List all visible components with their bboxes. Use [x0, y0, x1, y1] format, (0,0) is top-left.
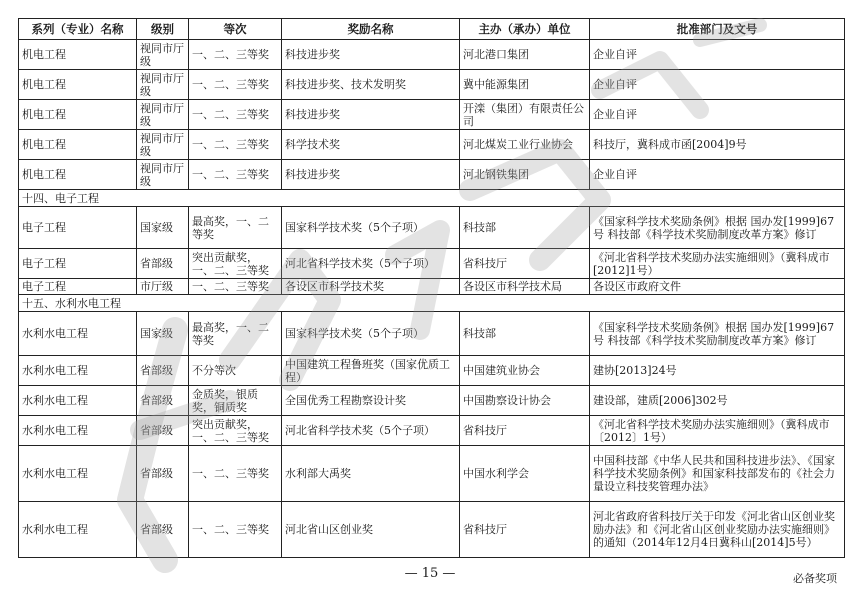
approval-cell: 《国家科学技术奖励条例》根据 国办发[1999]67号 科技部《科学技术奖励制度改革方案》修订: [590, 207, 845, 249]
approval-cell: 各设区市政府文件: [590, 279, 845, 295]
award-name-cell: 全国优秀工程勘察设计奖: [282, 386, 460, 416]
organizer-cell: 科技部: [460, 312, 590, 356]
series-cell: 机电工程: [19, 40, 137, 70]
series-cell: 水利水电工程: [19, 446, 137, 502]
award-name-cell: 水利部大禹奖: [282, 446, 460, 502]
grade-cell: 突出贡献奖，一、二、三等奖: [189, 249, 282, 279]
level-cell: 省部级: [137, 249, 189, 279]
table-row: [19, 249, 845, 279]
grade-cell: 金质奖，银质奖，铜质奖: [189, 386, 282, 416]
table-header-row: [19, 19, 845, 40]
series-cell: 电子工程: [19, 249, 137, 279]
table-row: [19, 100, 845, 130]
grade-cell: 一、二、三等奖: [189, 279, 282, 295]
grade-cell: 一、二、三等奖: [189, 502, 282, 558]
table-row: [19, 279, 845, 295]
level-cell: 省部级: [137, 356, 189, 386]
table-row: [19, 416, 845, 446]
grade-cell: 一、二、三等奖: [189, 70, 282, 100]
series-cell: 水利水电工程: [19, 502, 137, 558]
approval-cell: 建协[2013]24号: [590, 356, 845, 386]
organizer-cell: 河北煤炭工业行业协会: [460, 130, 590, 160]
organizer-cell: 河北钢铁集团: [460, 160, 590, 190]
award-name-cell: 科技进步奖: [282, 40, 460, 70]
organizer-cell: 各设区市科学技术局: [460, 279, 590, 295]
award-name-cell: 国家科学技术奖（5个子项）: [282, 312, 460, 356]
approval-cell: 《国家科学技术奖励条例》根据 国办发[1999]67号 科技部《科学技术奖励制度改革方案》修订: [590, 312, 845, 356]
header-cell: 批准部门及文号: [590, 19, 845, 40]
header-cell: 等次: [189, 19, 282, 40]
series-cell: 机电工程: [19, 160, 137, 190]
table-row: [19, 130, 845, 160]
grade-cell: 一、二、三等奖: [189, 40, 282, 70]
approval-cell: 中国科技部《中华人民共和国科技进步法》、《国家科学技术奖励条例》和国家科技部发布的《社会力量设立科技奖管理办法》: [590, 446, 845, 502]
approval-cell: 建设部，建质[2006]302号: [590, 386, 845, 416]
organizer-cell: 省科技厅: [460, 502, 590, 558]
grade-cell: 一、二、三等奖: [189, 160, 282, 190]
organizer-cell: 省科技厅: [460, 249, 590, 279]
award-name-cell: 科学技术奖: [282, 130, 460, 160]
level-cell: 国家级: [137, 207, 189, 249]
table-row: [19, 40, 845, 70]
grade-cell: 最高奖，一、二等奖: [189, 312, 282, 356]
section-row: [19, 190, 845, 207]
organizer-cell: 开滦（集团）有限责任公司: [460, 100, 590, 130]
award-name-cell: 河北省科学技术奖（5个子项）: [282, 249, 460, 279]
section-label: 十四、电子工程: [19, 190, 845, 207]
award-name-cell: 科技进步奖: [282, 160, 460, 190]
grade-cell: 最高奖，一、二等奖: [189, 207, 282, 249]
series-cell: 机电工程: [19, 130, 137, 160]
award-name-cell: 科技进步奖: [282, 100, 460, 130]
level-cell: 视同市厅级: [137, 100, 189, 130]
series-cell: 水利水电工程: [19, 356, 137, 386]
grade-cell: 突出贡献奖，一、二、三等奖: [189, 416, 282, 446]
organizer-cell: 省科技厅: [460, 416, 590, 446]
level-cell: 视同市厅级: [137, 160, 189, 190]
awards-table: [18, 18, 845, 558]
table-row: [19, 160, 845, 190]
table-row: [19, 446, 845, 502]
level-cell: 省部级: [137, 386, 189, 416]
level-cell: 视同市厅级: [137, 130, 189, 160]
series-cell: 电子工程: [19, 207, 137, 249]
approval-cell: 科技厅，冀科成市函[2004]9号: [590, 130, 845, 160]
table-row: [19, 356, 845, 386]
award-name-cell: 河北省山区创业奖: [282, 502, 460, 558]
series-cell: 电子工程: [19, 279, 137, 295]
section-label: 十五、水利水电工程: [19, 295, 845, 312]
award-name-cell: 河北省科学技术奖（5个子项）: [282, 416, 460, 446]
organizer-cell: 中国建筑业协会: [460, 356, 590, 386]
approval-cell: 企业自评: [590, 100, 845, 130]
series-cell: 机电工程: [19, 70, 137, 100]
footer-note: 必备奖项: [793, 572, 837, 585]
level-cell: 视同市厅级: [137, 40, 189, 70]
grade-cell: 一、二、三等奖: [189, 100, 282, 130]
approval-cell: 企业自评: [590, 160, 845, 190]
table-row: [19, 386, 845, 416]
award-name-cell: 中国建筑工程鲁班奖（国家优质工程）: [282, 356, 460, 386]
table-row: [19, 207, 845, 249]
level-cell: 省部级: [137, 446, 189, 502]
organizer-cell: 中国水利学会: [460, 446, 590, 502]
series-cell: 机电工程: [19, 100, 137, 130]
organizer-cell: 中国勘察设计协会: [460, 386, 590, 416]
table-row: [19, 312, 845, 356]
grade-cell: 一、二、三等奖: [189, 130, 282, 160]
header-cell: 主办（承办）单位: [460, 19, 590, 40]
award-name-cell: 国家科学技术奖（5个子项）: [282, 207, 460, 249]
level-cell: 视同市厅级: [137, 70, 189, 100]
page-number: — 15 —: [404, 566, 456, 581]
organizer-cell: 冀中能源集团: [460, 70, 590, 100]
approval-cell: 《河北省科学技术奖励办法实施细则》（冀科成市〔2012〕1号）: [590, 416, 845, 446]
approval-cell: 企业自评: [590, 70, 845, 100]
series-cell: 水利水电工程: [19, 312, 137, 356]
approval-cell: 河北省政府省科技厅关于印发《河北省山区创业奖励办法》和《河北省山区创业奖励办法实施细则》的通知（2014年12月4日冀科山[2014]5号）: [590, 502, 845, 558]
level-cell: 省部级: [137, 502, 189, 558]
header-cell: 级别: [137, 19, 189, 40]
series-cell: 水利水电工程: [19, 416, 137, 446]
grade-cell: 一、二、三等奖: [189, 446, 282, 502]
series-cell: 水利水电工程: [19, 386, 137, 416]
approval-cell: 《河北省科学技术奖励办法实施细则》（冀科成市[2012]1号）: [590, 249, 845, 279]
header-cell: 奖励名称: [282, 19, 460, 40]
table-row: [19, 70, 845, 100]
header-cell: 系列（专业）名称: [19, 19, 137, 40]
section-row: [19, 295, 845, 312]
organizer-cell: 科技部: [460, 207, 590, 249]
award-name-cell: 各设区市科学技术奖: [282, 279, 460, 295]
table-row: [19, 502, 845, 558]
level-cell: 省部级: [137, 416, 189, 446]
award-name-cell: 科技进步奖、技术发明奖: [282, 70, 460, 100]
level-cell: 市厅级: [137, 279, 189, 295]
level-cell: 国家级: [137, 312, 189, 356]
approval-cell: 企业自评: [590, 40, 845, 70]
organizer-cell: 河北港口集团: [460, 40, 590, 70]
grade-cell: 不分等次: [189, 356, 282, 386]
